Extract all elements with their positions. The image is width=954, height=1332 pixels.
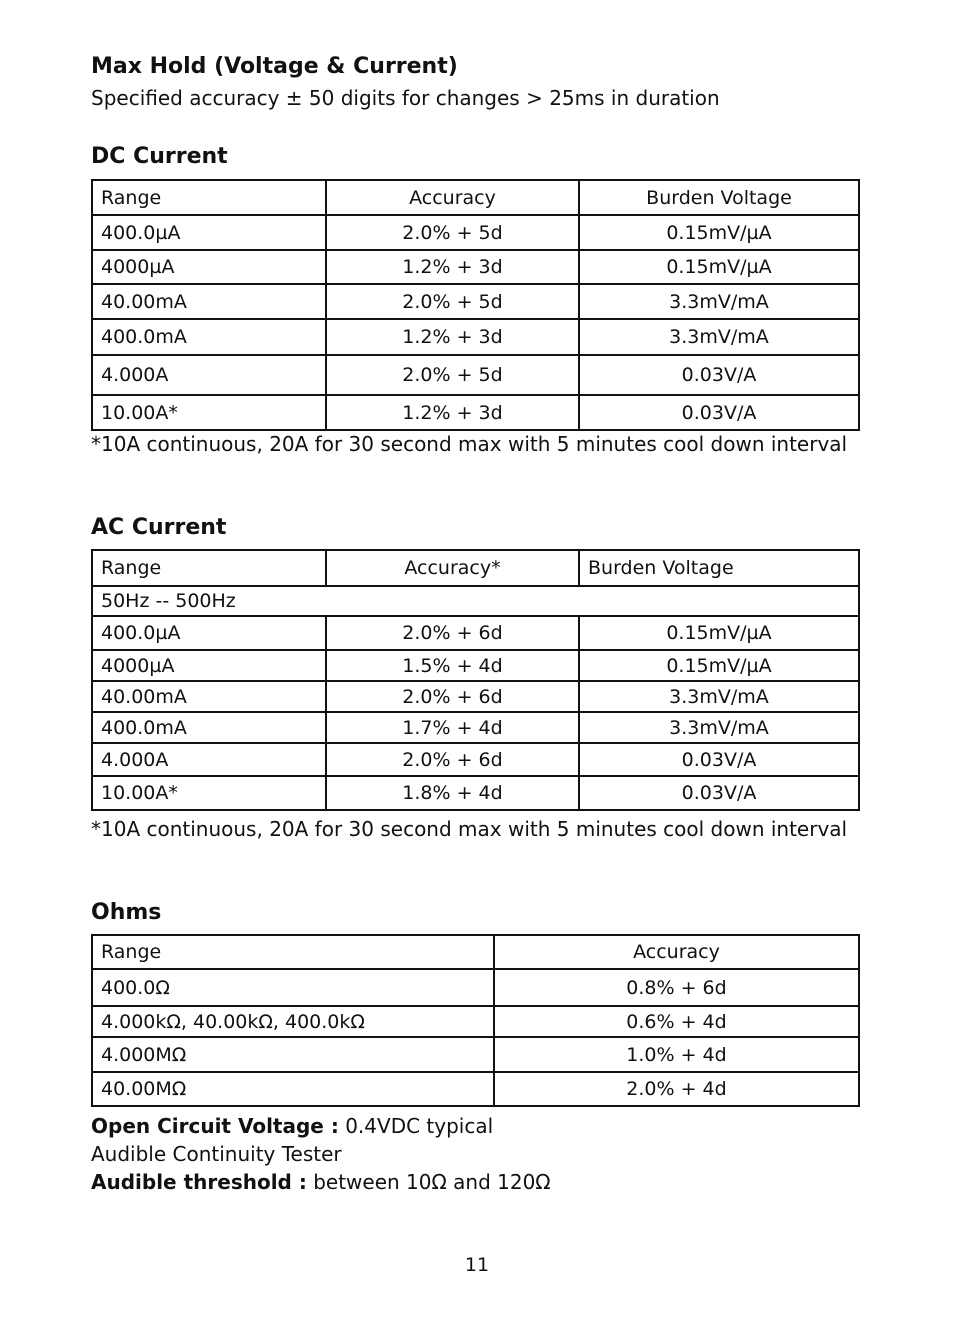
table-cell: 40.00mA: [92, 284, 326, 319]
table-cell: 0.15mV/µA: [579, 250, 859, 284]
frequency-band-cell: 50Hz -- 500Hz: [92, 586, 859, 616]
table-row: [92, 284, 859, 319]
open-circuit-line: [91, 1114, 493, 1138]
table-row: [92, 319, 859, 355]
threshold-label: Audible threshold :: [91, 1170, 307, 1194]
table-cell: 1.8% + 4d: [326, 776, 579, 810]
table-header-row: [92, 550, 859, 586]
table-cell: 40.00mA: [92, 681, 326, 712]
dc-current-footnote: *10A continuous, 20A for 30 second max with 5 minutes cool down interval: [91, 432, 848, 456]
table-cell: 3.3mV/mA: [579, 712, 859, 743]
table-cell: 2.0% + 5d: [326, 215, 579, 250]
table-cell: 3.3mV/mA: [579, 319, 859, 355]
table-cell: 400.0mA: [92, 712, 326, 743]
table-row: [92, 650, 859, 681]
table-cell: 4000µA: [92, 650, 326, 681]
table-cell: 400.0mA: [92, 319, 326, 355]
table-cell: 4000µA: [92, 250, 326, 284]
max-hold-text: Specified accuracy ± 50 digits for changes > 25ms in duration: [91, 86, 720, 110]
table-cell: 400.0µA: [92, 616, 326, 650]
table-cell: 0.8% + 6d: [494, 969, 859, 1006]
table-cell: 1.0% + 4d: [494, 1037, 859, 1072]
table-row: [92, 1037, 859, 1072]
table-cell: 1.2% + 3d: [326, 319, 579, 355]
table-header-row: [92, 180, 859, 215]
table-cell: 400.0µA: [92, 215, 326, 250]
table-cell: 10.00A*: [92, 776, 326, 810]
table-cell: 4.000kΩ, 40.00kΩ, 400.0kΩ: [92, 1006, 494, 1037]
table-cell: 1.2% + 3d: [326, 250, 579, 284]
ac-current-table: [91, 549, 860, 811]
table-cell: 0.15mV/µA: [579, 616, 859, 650]
ac-current-footnote: *10A continuous, 20A for 30 second max with 5 minutes cool down interval: [91, 817, 848, 841]
table-row: [92, 776, 859, 810]
header-cell: Accuracy: [494, 935, 859, 969]
table-cell: 2.0% + 5d: [326, 355, 579, 395]
ac-current-heading: AC Current: [91, 515, 227, 540]
open-circuit-label: Open Circuit Voltage :: [91, 1114, 339, 1138]
table-row: [92, 395, 859, 430]
table-cell: 4.000A: [92, 355, 326, 395]
table-cell: 1.2% + 3d: [326, 395, 579, 430]
table-cell: 1.5% + 4d: [326, 650, 579, 681]
table-row: [92, 743, 859, 776]
table-row: [92, 355, 859, 395]
table-cell: 400.0Ω: [92, 969, 494, 1006]
table-cell: 0.15mV/µA: [579, 650, 859, 681]
table-cell: 2.0% + 6d: [326, 743, 579, 776]
dc-current-heading: DC Current: [91, 144, 228, 169]
table-cell: 2.0% + 4d: [494, 1072, 859, 1106]
table-cell: 0.03V/A: [579, 743, 859, 776]
table-cell: 3.3mV/mA: [579, 284, 859, 319]
header-cell: Range: [92, 180, 326, 215]
table-cell: 40.00MΩ: [92, 1072, 494, 1106]
table-row: [92, 681, 859, 712]
ohms-table: [91, 934, 860, 1107]
table-row: [92, 712, 859, 743]
header-cell: Range: [92, 550, 326, 586]
table-row: [92, 215, 859, 250]
threshold-line: [91, 1170, 551, 1194]
table-cell: 0.15mV/µA: [579, 215, 859, 250]
table-row: [92, 969, 859, 1006]
table-cell: 4.000MΩ: [92, 1037, 494, 1072]
table-cell: 2.0% + 6d: [326, 681, 579, 712]
header-cell: Burden Voltage: [579, 180, 859, 215]
header-cell: Range: [92, 935, 494, 969]
continuity-line: Audible Continuity Tester: [91, 1142, 342, 1166]
dc-current-table: [91, 179, 860, 431]
max-hold-heading: Max Hold (Voltage & Current): [91, 54, 458, 79]
open-circuit-value: 0.4VDC typical: [338, 1114, 494, 1138]
table-cell: 3.3mV/mA: [579, 681, 859, 712]
header-cell: Accuracy: [326, 180, 579, 215]
table-cell: 4.000A: [92, 743, 326, 776]
table-row: [92, 616, 859, 650]
table-cell: 2.0% + 6d: [326, 616, 579, 650]
frequency-band-row: [92, 586, 859, 616]
header-cell: Burden Voltage: [579, 550, 859, 586]
page-number: 11: [464, 1254, 490, 1276]
table-row: [92, 1072, 859, 1106]
table-cell: 0.03V/A: [579, 355, 859, 395]
table-cell: 0.03V/A: [579, 776, 859, 810]
header-cell: Accuracy*: [326, 550, 579, 586]
table-row: [92, 250, 859, 284]
table-cell: 10.00A*: [92, 395, 326, 430]
table-cell: 1.7% + 4d: [326, 712, 579, 743]
table-cell: 0.6% + 4d: [494, 1006, 859, 1037]
threshold-value: between 10Ω and 120Ω: [306, 1170, 551, 1194]
table-row: [92, 1006, 859, 1037]
table-cell: 0.03V/A: [579, 395, 859, 430]
table-header-row: [92, 935, 859, 969]
ohms-heading: Ohms: [91, 900, 162, 925]
table-cell: 2.0% + 5d: [326, 284, 579, 319]
